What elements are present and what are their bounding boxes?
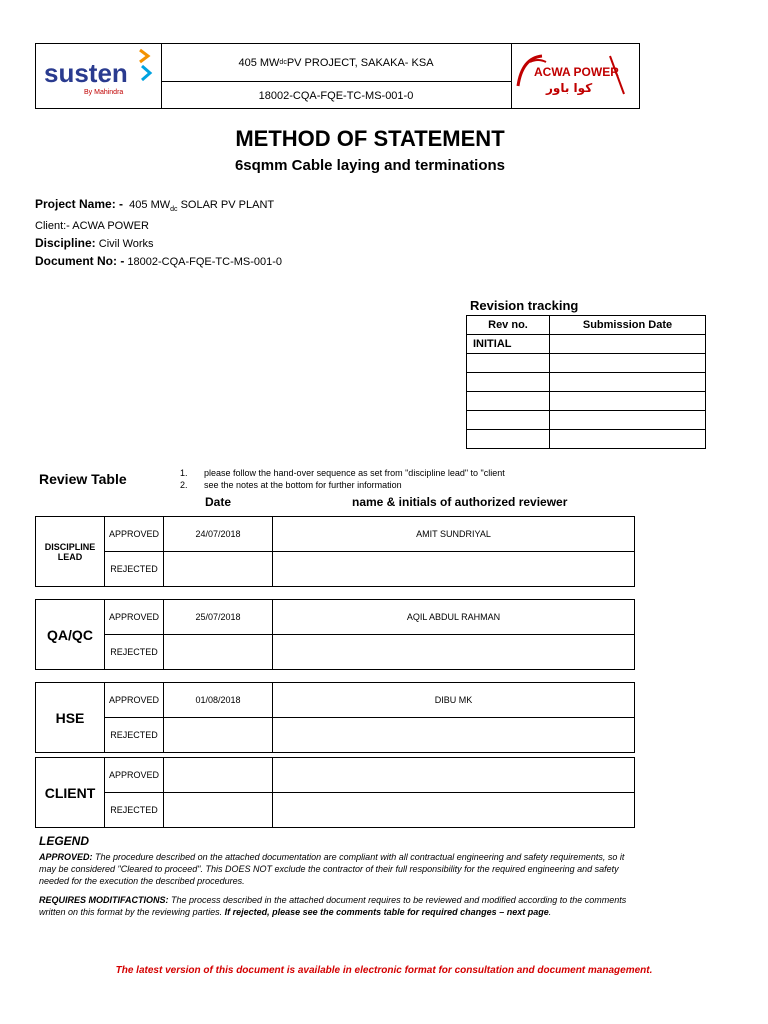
reviewer-name: DIBU MK bbox=[273, 683, 635, 718]
legend-approved: APPROVED: The procedure described on the attached documentation are compliant with all contractual engineering and safety requirements, so it may be considered "Cleared to proceed". This DOES NOT exclude the contractor of their full responsibility for the required engineering and safety needed for the execution the described procedures. bbox=[39, 852, 625, 886]
svg-text:ACWA POWER: ACWA POWER bbox=[534, 65, 619, 79]
rev-cell bbox=[467, 392, 550, 411]
legend-title: LEGEND bbox=[39, 834, 90, 848]
date-cell bbox=[550, 335, 706, 354]
svg-text:كوا باور: كوا باور bbox=[546, 81, 593, 95]
date-column-label: Date bbox=[205, 495, 232, 509]
role-label: HSE bbox=[36, 683, 105, 753]
submission-date-header: Submission Date bbox=[550, 316, 706, 335]
date-cell bbox=[550, 354, 706, 373]
susten-logo bbox=[36, 44, 162, 108]
rejected-label: REJECTED bbox=[105, 718, 164, 753]
approved-label: APPROVED bbox=[105, 517, 164, 552]
approved-label: APPROVED bbox=[105, 683, 164, 718]
footer-note: The latest version of this document is available in electronic format for consultation and document management. bbox=[115, 965, 653, 976]
rev-cell bbox=[467, 430, 550, 449]
rejected-reviewer bbox=[273, 793, 635, 828]
approved-date: 01/08/2018 bbox=[164, 683, 273, 718]
date-cell bbox=[550, 392, 706, 411]
acwa-power-logo bbox=[511, 44, 640, 108]
rejected-reviewer bbox=[273, 718, 635, 753]
revision-table bbox=[466, 315, 706, 449]
svg-text:By Mahindra: By Mahindra bbox=[84, 89, 124, 96]
approved-date bbox=[164, 758, 273, 793]
rev-cell bbox=[467, 411, 550, 430]
role-label: QA/QC bbox=[36, 600, 105, 670]
project-info bbox=[35, 196, 282, 271]
approved-date: 24/07/2018 bbox=[164, 517, 273, 552]
rev-cell: INITIAL bbox=[467, 335, 550, 354]
rejected-label: REJECTED bbox=[105, 552, 164, 587]
page-title: METHOD OF STATEMENT bbox=[235, 126, 505, 151]
approved-date: 25/07/2018 bbox=[164, 600, 273, 635]
reviewer-name: AMIT SUNDRIYAL bbox=[273, 517, 635, 552]
review-group-hse bbox=[35, 682, 635, 753]
rejected-label: REJECTED bbox=[105, 793, 164, 828]
discipline-row: Discipline: Civil Works bbox=[35, 236, 154, 251]
review-note: 1. please follow the hand-over sequence as set from "discipline lead" to "client bbox=[180, 468, 505, 478]
rejected-label: REJECTED bbox=[105, 635, 164, 670]
rev-cell bbox=[467, 373, 550, 392]
page-subtitle: 6sqmm Cable laying and terminations bbox=[234, 157, 506, 174]
header-doc-code: 18002-CQA-FQE-TC-MS-001-0 bbox=[258, 89, 414, 102]
header-center bbox=[161, 44, 511, 108]
review-table-title: Review Table bbox=[39, 471, 127, 487]
rejected-date bbox=[164, 552, 273, 587]
project-name-row: Project Name: - 405 $MW_{dc}$ SOLAR PV PLANT bbox=[35, 197, 275, 214]
document-header bbox=[35, 43, 640, 109]
date-cell bbox=[550, 430, 706, 449]
reviewer-name: AQIL ABDUL RAHMAN bbox=[273, 600, 635, 635]
approved-label: APPROVED bbox=[105, 758, 164, 793]
rejected-reviewer bbox=[273, 635, 635, 670]
rev-no-header: Rev no. bbox=[467, 316, 550, 335]
role-label: DISCIPLINE LEAD bbox=[36, 517, 105, 587]
review-group-client bbox=[35, 757, 635, 828]
date-cell bbox=[550, 373, 706, 392]
svg-text:susten: susten bbox=[44, 58, 128, 88]
legend-requires-modifications: REQUIRES MODITIFACTIONS: The process described in the attached document requires to be reviewed and modified according to the comments written on this format by the reviewing parties. If rejected, please see the comments table for required changes – next page. bbox=[39, 895, 627, 917]
rejected-date bbox=[164, 793, 273, 828]
date-cell bbox=[550, 411, 706, 430]
review-notes bbox=[180, 467, 505, 491]
client-row: Client:- ACWA POWER bbox=[35, 220, 149, 233]
revision-tracking-title: Revision tracking bbox=[470, 298, 579, 313]
review-note: 2. see the notes at the bottom for further information bbox=[180, 480, 402, 490]
review-group-qa-qc bbox=[35, 599, 635, 670]
reviewer-column-label: name & initials of authorized reviewer bbox=[352, 495, 568, 509]
review-group-discipline-lead bbox=[35, 516, 635, 587]
rejected-date bbox=[164, 718, 273, 753]
project-line: 405 MW dc PV PROJECT, SAKAKA- KSA bbox=[161, 44, 511, 82]
approved-label: APPROVED bbox=[105, 600, 164, 635]
reviewer-name bbox=[273, 758, 635, 793]
rev-cell bbox=[467, 354, 550, 373]
rejected-reviewer bbox=[273, 552, 635, 587]
rejected-date bbox=[164, 635, 273, 670]
document-no-row: Document No: - 18002-CQA-FQE-TC-MS-001-0 bbox=[35, 254, 283, 269]
role-label: CLIENT bbox=[36, 758, 105, 828]
